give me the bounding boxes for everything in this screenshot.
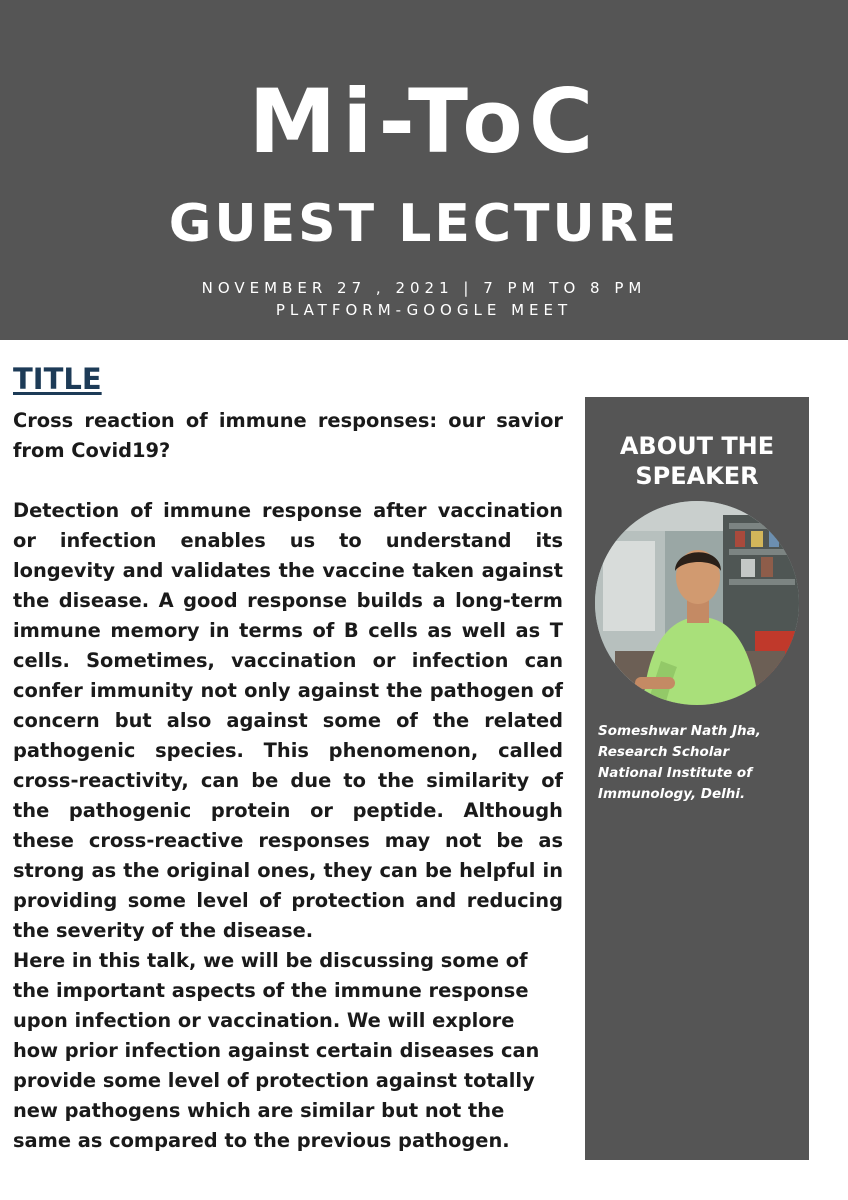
header-banner <box>0 0 848 340</box>
speaker-org-line1: National Institute of <box>598 765 753 781</box>
speaker-org-line2: Immunology, Delhi. <box>598 786 746 802</box>
speaker-photo-illustration <box>595 501 799 705</box>
brand-title: Mi-ToC <box>248 70 600 173</box>
abstract-paragraph-2: Here in this talk, we will be discussing some of the important aspects of the immune response upon infection or vaccination. We will explore how prior infection against certain diseases can provide some level of protection against totally new pathogens which are similar but not the same as compared to the previous pathogen. <box>13 949 540 1152</box>
event-date-time: NOVEMBER 27 , 2021 | 7 PM TO 8 PM <box>201 279 647 297</box>
event-subtitle: GUEST LECTURE <box>168 194 680 254</box>
sidebar-heading <box>585 431 809 491</box>
speaker-role: Research Scholar <box>598 744 730 760</box>
speaker-sidebar <box>585 397 809 1160</box>
speaker-photo-icon <box>595 501 799 705</box>
event-platform: PLATFORM-GOOGLE MEET <box>275 301 573 319</box>
speaker-info <box>598 721 798 805</box>
talk-content <box>13 406 563 1156</box>
section-heading-title: TITLE <box>13 362 102 396</box>
sidebar-heading-line1: ABOUT THE <box>619 432 775 460</box>
abstract-paragraph-1: Detection of immune response after vaccination or infection enables us to understand its longevity and validates the vaccine taken against the disease. A good response builds a long-term immune memory in terms of B cells as well as T cells. Sometimes, vaccination or infection can confer immunity not only against the pathogen of concern but also against some of the related pathogenic species. This phenomenon, called cross-reactivity, can be due to the similarity of the pathogenic protein or peptide. Although these cross-reactive responses may not be as strong as the original ones, they can be helpful in providing some level of protection and reducing the severity of the disease. <box>13 499 563 942</box>
sidebar-heading-line2: SPEAKER <box>635 462 759 490</box>
talk-title: Cross reaction of immune responses: our savior from Covid19? <box>13 409 563 462</box>
paragraph-gap <box>13 466 563 496</box>
speaker-name: Someshwar Nath Jha, <box>598 723 761 739</box>
